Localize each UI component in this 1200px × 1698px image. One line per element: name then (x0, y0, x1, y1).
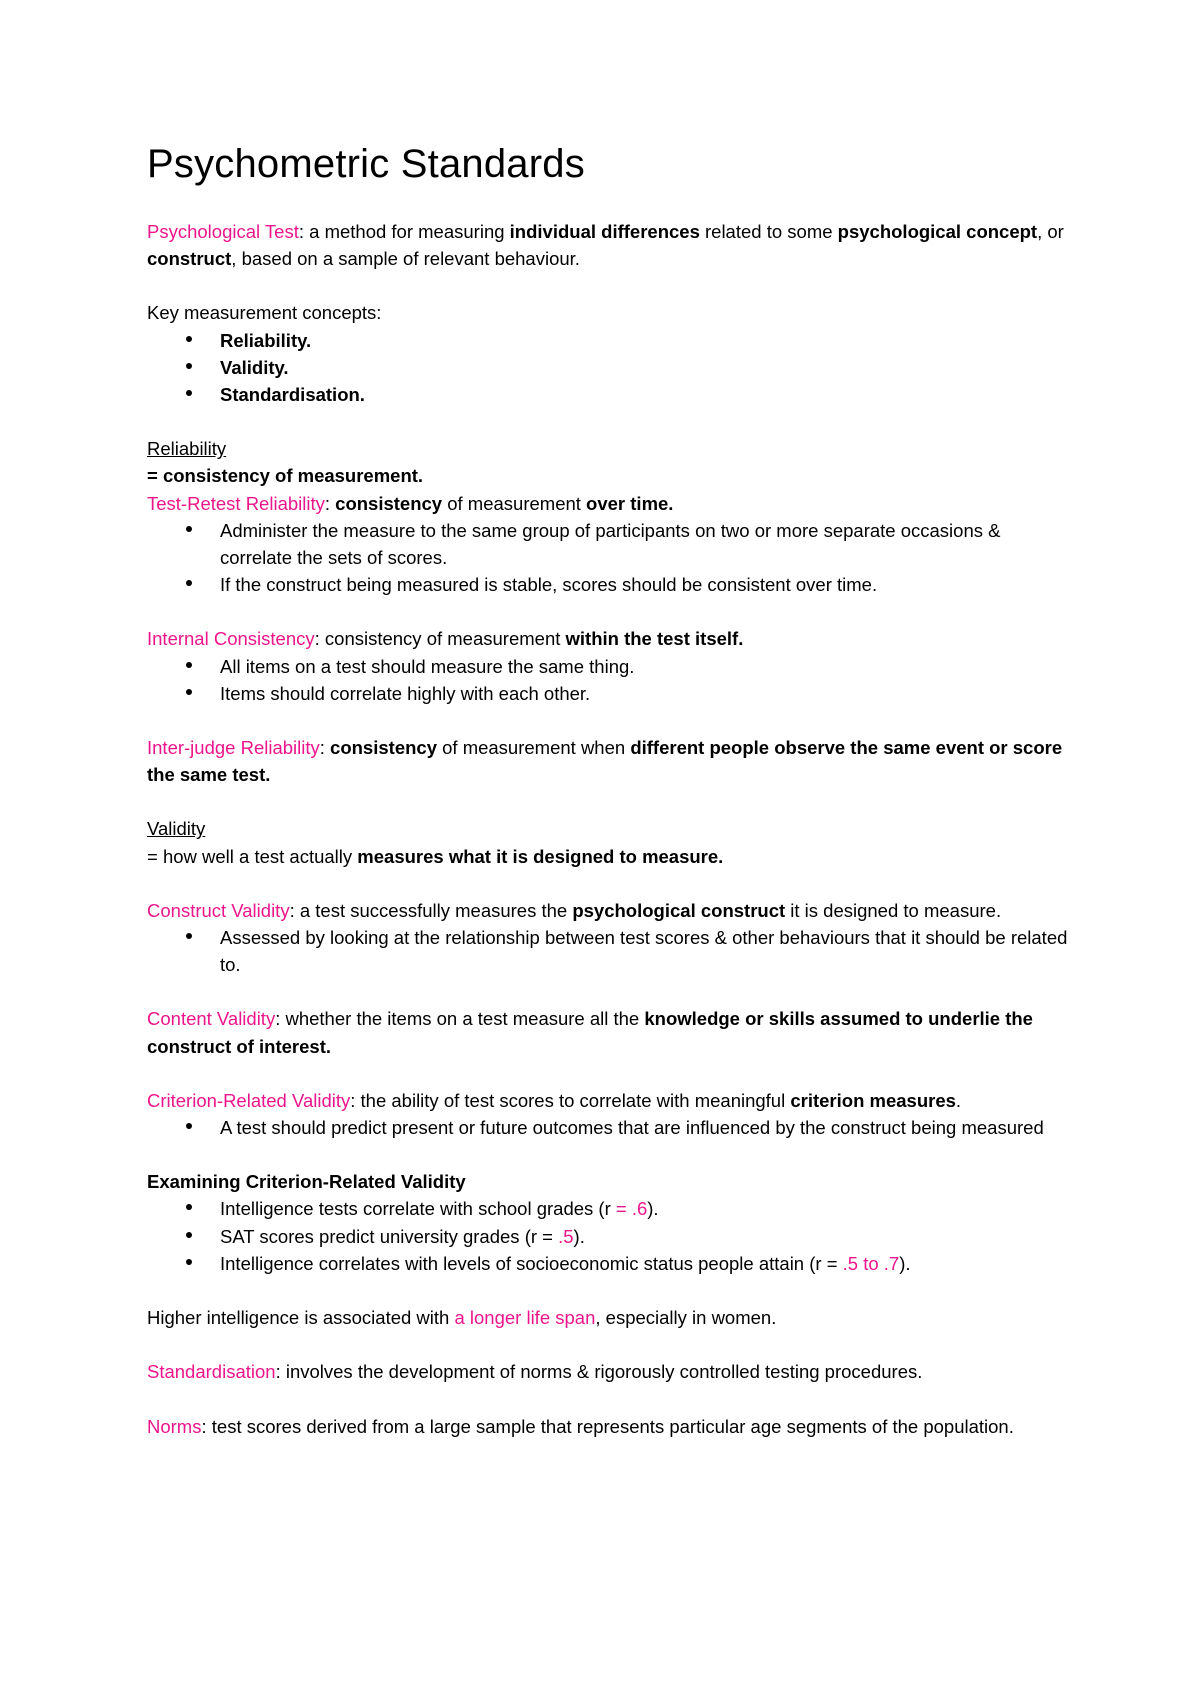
term-standardisation: Standardisation (147, 1361, 276, 1383)
list-item: Items should correlate highly with each other. (147, 680, 1077, 707)
term-content-validity: Content Validity (147, 1008, 276, 1030)
list-item: Administer the measure to the same group of participants on two or more separate occasions & correlate the sets of scores. (147, 517, 1077, 571)
term-psychological-test: Psychological Test (147, 221, 299, 242)
standardisation-definition: Standardisation: involves the development of norms & rigorously controlled testing procedures. (147, 1361, 923, 1383)
list-item: SAT scores predict university grades (r = .5). (147, 1223, 1077, 1250)
list-item: Validity. (147, 354, 1077, 381)
lifespan-statement: Higher intelligence is associated with a longer life span, especially in women. (147, 1307, 777, 1329)
test-retest-definition: Test-Retest Reliability: consistency of measurement over time. (147, 492, 674, 514)
list-item: Assessed by looking at the relationship between test scores & other behaviours that it should be related to. (147, 924, 1077, 978)
content-validity-definition: Content Validity: whether the items on a test measure all the knowledge or skills assumed to underlie the construct of interest. (147, 1008, 1033, 1057)
key-concepts-list (147, 327, 1077, 409)
internal-consistency-bullets (147, 653, 1077, 707)
list-item: Intelligence correlates with levels of socioeconomic status people attain (r = .5 to .7). (147, 1250, 1077, 1277)
reliability-definition: = consistency of measurement. (147, 465, 424, 487)
list-item: All items on a test should measure the same thing. (147, 653, 1077, 680)
list-item: Intelligence tests correlate with school grades (r = .6). (147, 1195, 1077, 1222)
examining-heading: Examining Criterion-Related Validity (147, 1171, 466, 1193)
construct-validity-definition: Construct Validity: a test successfully measures the psychological construct it is designed to measure. (147, 899, 1002, 921)
psychological-test-definition: Psychological Test: a method for measuring individual differences related to some psychological concept, or construct, based on a sample of relevant behaviour. (147, 221, 1064, 270)
page-title: Psychometric Standards (147, 142, 585, 186)
term-criterion-validity: Criterion-Related Validity (147, 1089, 351, 1111)
reliability-heading: Reliability (147, 438, 227, 460)
internal-consistency-definition: Internal Consistency: consistency of measurement within the test itself. (147, 628, 744, 650)
norms-definition: Norms: test scores derived from a large sample that represents particular age segments of the population. (147, 1415, 1014, 1437)
term-construct-validity: Construct Validity (147, 899, 290, 921)
term-inter-judge: Inter-judge Reliability (147, 737, 320, 759)
criterion-validity-definition: Criterion-Related Validity: the ability of test scores to correlate with meaningful criterion measures. (147, 1089, 962, 1111)
validity-definition: = how well a test actually measures what it is designed to measure. (147, 845, 724, 867)
term-norms: Norms (147, 1415, 202, 1437)
term-internal-consistency: Internal Consistency (147, 628, 315, 650)
criterion-validity-bullets (147, 1114, 1077, 1141)
examining-bullets (147, 1195, 1077, 1277)
term-test-retest: Test-Retest Reliability (147, 492, 325, 514)
validity-heading: Validity (147, 818, 206, 840)
inter-judge-definition: Inter-judge Reliability: consistency of measurement when different people observe the same event or score the same test. (147, 737, 1063, 786)
list-item: Standardisation. (147, 381, 1077, 408)
key-concepts-intro: Key measurement concepts: (147, 302, 382, 324)
construct-validity-bullets (147, 924, 1077, 978)
list-item: Reliability. (147, 327, 1077, 354)
list-item: If the construct being measured is stable, scores should be consistent over time. (147, 571, 1077, 598)
list-item: A test should predict present or future outcomes that are influenced by the construct being measured (147, 1114, 1077, 1141)
document-body (147, 136, 1077, 1440)
test-retest-bullets (147, 517, 1077, 599)
